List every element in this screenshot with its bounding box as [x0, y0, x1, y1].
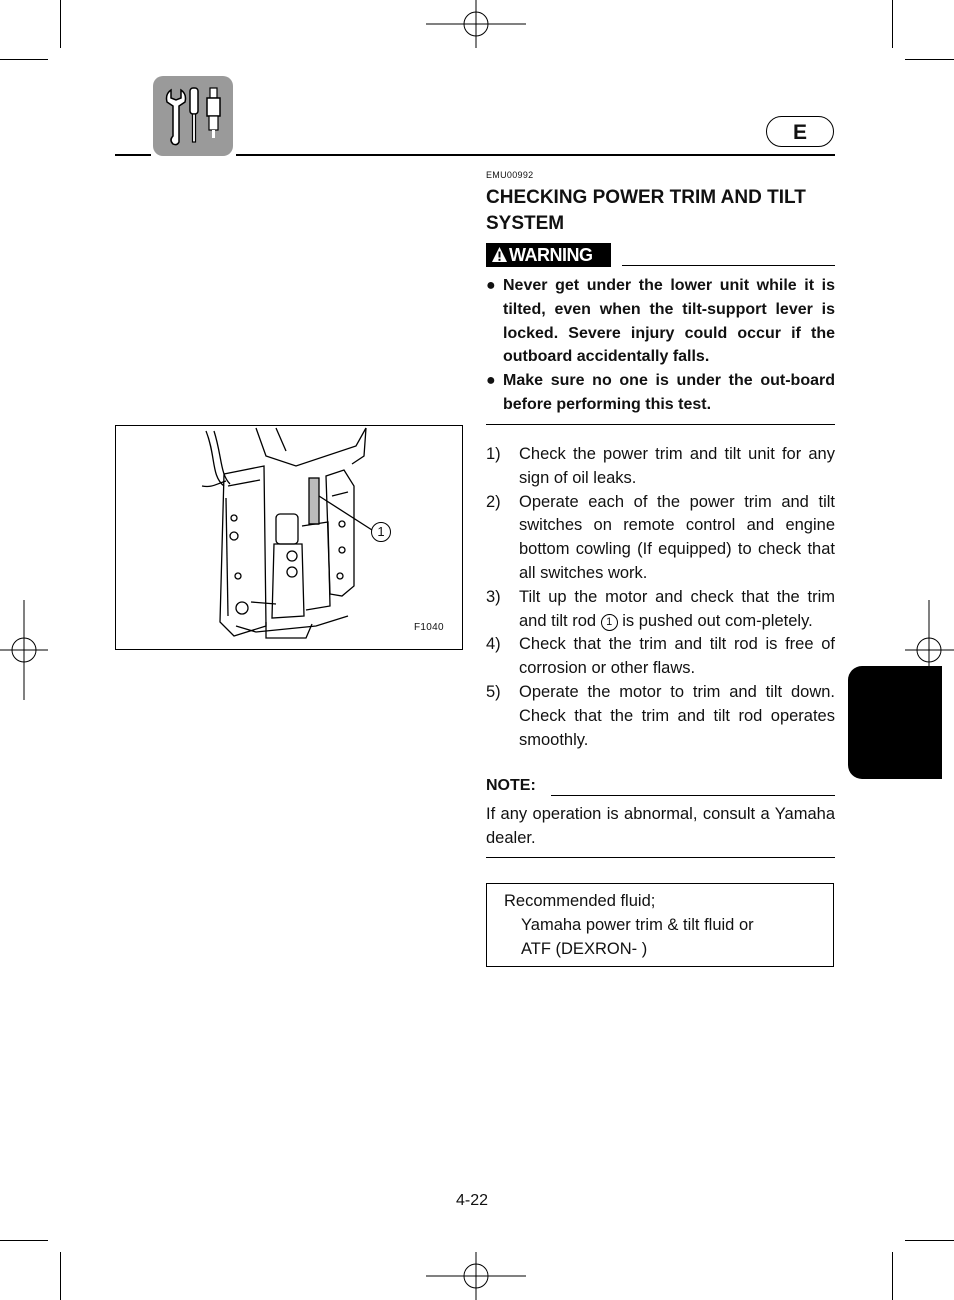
bullet-icon: ●: [486, 372, 496, 390]
crop-mark: [60, 0, 61, 48]
step-number: 3): [486, 587, 501, 606]
section-code: EMU00992: [486, 170, 534, 180]
bullet-icon: ●: [486, 277, 496, 294]
step-text-part: is pushed out com-pletely.: [617, 611, 813, 630]
warning-item-text: Make sure no one is under the out-board before performing this test.: [503, 372, 835, 413]
note-rule: [551, 795, 835, 796]
header-rule: [236, 154, 835, 156]
crop-mark: [0, 59, 48, 60]
figure-code: F1040: [414, 622, 444, 633]
warning-label-text: WARNING: [509, 245, 593, 265]
page-number: 4-22: [456, 1192, 489, 1209]
registration-mark-bottom: [426, 1252, 526, 1300]
warning-list: [486, 274, 835, 417]
step-number: 2): [486, 492, 501, 511]
power-trim-tilt-illustration: [116, 426, 461, 648]
step-text-part: Tilt up the motor and check that the trim and tilt rod: [519, 587, 835, 630]
step-text: Check the power trim and tilt unit for any sign of oil leaks.: [519, 445, 835, 487]
figure-frame: [115, 425, 463, 650]
registration-mark-left: [0, 600, 48, 700]
note-label: NOTE:: [486, 777, 536, 794]
warning-rule: [622, 265, 835, 266]
crop-mark: [892, 0, 893, 48]
note-text: If any operation is abnormal, consult a Yamaha dealer.: [486, 805, 835, 847]
warning-label: [486, 243, 611, 267]
warning-item: [486, 274, 835, 369]
step-item: [486, 633, 835, 681]
step-number: 1): [486, 445, 501, 463]
step-text: Check that the trim and tilt rod is free of corrosion or other flaws.: [519, 635, 835, 678]
crop-mark: [905, 1240, 954, 1241]
warning-end-rule: [486, 424, 835, 425]
reference-number: 1: [601, 614, 618, 631]
procedure-steps: [486, 443, 835, 752]
step-text: Operate each of the power trim and tilt switches on remote control and engine bottom cowling (If equipped) to check that all switches work.: [519, 492, 835, 582]
warning-item-text: Never get under the lower unit while it is tilted, even when the tilt-support lever is locked. Severe injury could occur if the outboard accidentally falls.: [503, 277, 835, 366]
step-text: [519, 586, 835, 634]
step-item: [486, 443, 835, 491]
section-title: CHECKING POWER TRIM AND TILT SYSTEM: [486, 187, 806, 234]
crop-mark: [60, 1252, 61, 1300]
crop-mark: [892, 1252, 893, 1300]
chapter-tab: [848, 666, 942, 779]
language-badge: E: [766, 116, 834, 147]
note-end-rule: [486, 857, 835, 858]
crop-mark: [905, 59, 954, 60]
crop-mark: [0, 1240, 48, 1241]
warning-triangle-icon: [491, 246, 508, 263]
recommended-fluid-box: [486, 883, 834, 967]
step-item: [486, 586, 835, 634]
warning-item: [486, 369, 835, 417]
fluid-line: ATF (DEXRON- ): [521, 939, 648, 958]
step-item: [486, 491, 835, 586]
fluid-line: Yamaha power trim & tilt fluid or: [521, 915, 754, 934]
step-number: 5): [486, 682, 501, 701]
registration-mark-top: [426, 0, 526, 48]
step-number: 4): [486, 635, 501, 654]
step-item: [486, 681, 835, 752]
tools-icon: [153, 76, 233, 156]
header-rule: [115, 154, 151, 156]
fluid-heading: Recommended fluid;: [504, 892, 656, 910]
figure-callout: 1: [371, 522, 391, 542]
step-text: Operate the motor to trim and tilt down. Check that the trim and tilt rod operates smoothly.: [519, 682, 835, 749]
